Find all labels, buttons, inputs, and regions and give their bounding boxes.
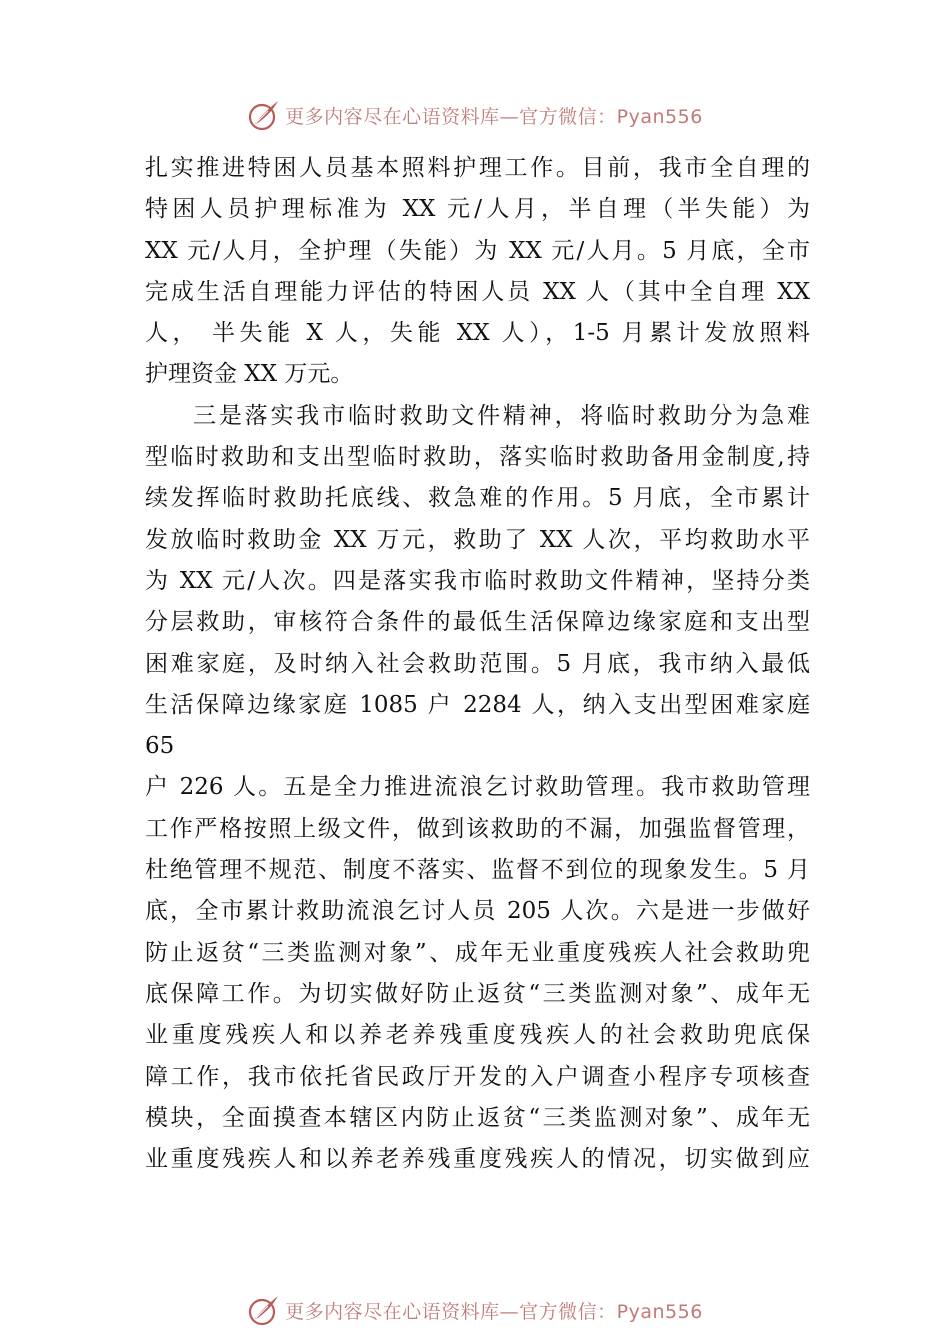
body-line: 业重度残疾人和以养老养残重度残疾人的情况，切实做到应 bbox=[145, 1146, 810, 1173]
document-body bbox=[145, 148, 810, 1180]
body-line: 人， 半失能 X 人，失能 XX 人），1-5 月累计发放照料 bbox=[145, 320, 810, 347]
body-line: 防止返贫“三类监测对象”、成年无业重度残疾人社会救助兜 bbox=[145, 939, 810, 966]
body-line: 发放临时救助金 XX 万元，救助了 XX 人次，平均救助水平 bbox=[145, 526, 810, 553]
quill-logo-icon bbox=[247, 1293, 281, 1327]
body-line: 工作严格按照上级文件，做到该救助的不漏，加强监督管理， bbox=[145, 815, 810, 842]
body-line: 困难家庭，及时纳入社会救助范围。5 月底，我市纳入最低 bbox=[145, 650, 810, 677]
header-watermark-prefix: 更多内容尽在心语资料库—官方微信： bbox=[285, 105, 617, 128]
footer-watermark-id: Pyan556 bbox=[616, 1300, 703, 1323]
body-line: 生活保障边缘家庭 1085 户 2284 人，纳入支出型困难家庭 bbox=[145, 691, 810, 718]
body-line: 底，全市累计救助流浪乞讨人员 205 人次。六是进一步做好 bbox=[145, 898, 810, 925]
body-line: 护理资金 XX 万元。 bbox=[145, 361, 354, 388]
header-watermark-id: Pyan556 bbox=[616, 105, 703, 128]
quill-logo-icon bbox=[247, 98, 281, 132]
body-line: 模块，全面摸查本辖区内防止返贫“三类监测对象”、成年无 bbox=[145, 1104, 810, 1131]
body-line: 65 bbox=[145, 733, 175, 760]
header-watermark bbox=[0, 95, 950, 135]
body-line: 障工作，我市依托省民政厅开发的入户调查小程序专项核查 bbox=[145, 1063, 810, 1090]
body-line: 杜绝管理不规范、制度不落实、监督不到位的现象发生。5 月 bbox=[145, 857, 810, 884]
footer-watermark-text bbox=[285, 1297, 703, 1324]
body-line: 特困人员护理标准为 XX 元/人月，半自理（半失能）为 bbox=[145, 196, 810, 223]
body-line: 业重度残疾人和以养老养残重度残疾人的社会救助兜底保 bbox=[145, 1022, 810, 1049]
body-line: 底保障工作。为切实做好防止返贫“三类监测对象”、成年无 bbox=[145, 980, 810, 1007]
body-line: 三是落实我市临时救助文件精神，将临时救助分为急难 bbox=[193, 402, 810, 429]
body-line: 扎实推进特困人员基本照料护理工作。目前，我市全自理的 bbox=[145, 155, 810, 181]
body-line: 户 226 人。五是全力推进流浪乞讨救助管理。我市救助管理 bbox=[145, 774, 810, 801]
body-line: 续发挥临时救助托底线、救急难的作用。5 月底，全市累计 bbox=[145, 485, 810, 512]
header-watermark-text bbox=[285, 102, 703, 129]
body-line: 为 XX 元/人次。四是落实我市临时救助文件精神，坚持分类 bbox=[145, 567, 810, 594]
footer-watermark bbox=[0, 1290, 950, 1330]
body-line: 完成生活自理能力评估的特困人员 XX 人（其中全自理 XX bbox=[145, 278, 810, 305]
body-line: XX 元/人月，全护理（失能）为 XX 元/人月。5 月底，全市 bbox=[145, 237, 810, 264]
footer-watermark-prefix: 更多内容尽在心语资料库—官方微信： bbox=[285, 1300, 617, 1323]
body-line: 型临时救助和支出型临时救助，落实临时救助备用金制度,持 bbox=[145, 444, 810, 471]
body-line: 分层救助，审核符合条件的最低生活保障边缘家庭和支出型 bbox=[145, 609, 810, 636]
